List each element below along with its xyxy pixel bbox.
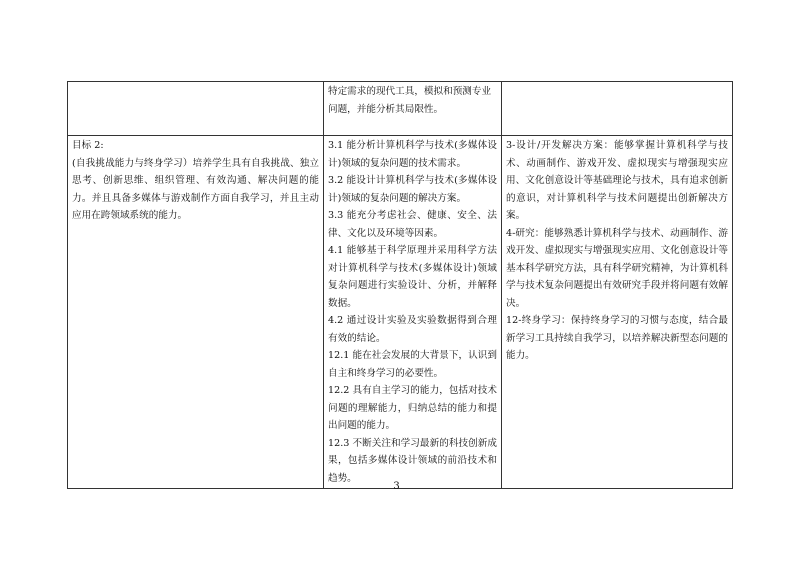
requirement-cell — [502, 136, 733, 489]
requirement-item: 12-终身学习：保持终身学习的习惯与态度，结合最新学习工具持续自我学习，以培养解决新型态问题的能力。 — [506, 315, 728, 361]
table-cell-empty — [68, 82, 324, 136]
indicator-cell — [324, 136, 502, 489]
requirement-item: 3-设计/开发解决方案：能够掌握计算机科学与技术、动画制作、游戏开发、虚拟现实与增强现实应用、文化创意设计等基础理论与技术，具有追求创新的意识，对计算机科学与技术问题提出创新解决方案。 — [506, 140, 728, 221]
objective-cell — [68, 136, 324, 489]
indicator-item: 3.2 能设计计算机科学与技术(多媒体设计)领域的复杂问题的解决方案。 — [328, 175, 497, 204]
indicator-item: 3.3 能充分考虑社会、健康、安全、法律、文化以及环境等因素。 — [328, 210, 497, 239]
indicator-item: 12.1 能在社会发展的大背景下，认识到自主和终身学习的必要性。 — [328, 350, 497, 379]
table-cell — [324, 82, 502, 136]
cell-line: 特定需求的现代工具，模拟和预测专业 — [328, 86, 492, 97]
indicator-item: 12.3 不断关注和学习最新的科技创新成果，包括多媒体设计领域的前沿技术和趋势。 — [328, 437, 497, 484]
cell-line: 问题，并能分析其局限性。 — [328, 103, 444, 115]
objective-text: (自我挑战能力与终身学习）培养学生具有自我挑战、独立思考、创新思维、组织管理、有效沟通、解决问题的能力。并且具备多媒体与游戏制作方面自我学习，并且主动应用在跨领域系统的能力。 — [72, 157, 319, 221]
indicator-item: 3.1 能分析计算机科学与技术(多媒体设计)领域的复杂问题的技术需求。 — [328, 140, 497, 169]
objectives-table — [67, 81, 733, 489]
table-cell-empty — [502, 82, 733, 136]
requirement-item: 4-研究：能够熟悉计算机科学与技术、动画制作、游戏开发、虚拟现实与增强现实应用、文化创意设计等基本科学研究方法，具有科学研究精神，为计算机科学与技术复杂问题提出有效研究手段并将问题有效解决。 — [506, 227, 728, 309]
indicator-item: 4.2 通过设计实验及实验数据得到合理有效的结论。 — [328, 315, 497, 344]
indicator-item: 4.1 能够基于科学原理并采用科学方法对计算机科学与技术(多媒体设计)领域复杂问题进行实验设计、分析，并解释数据。 — [328, 245, 497, 309]
table-row — [68, 136, 733, 489]
objective-title: 目标 2: — [72, 140, 104, 151]
table-row — [68, 82, 733, 136]
page-number: 3 — [393, 481, 400, 492]
indicator-item: 12.2 具有自主学习的能力，包括对技术问题的理解能力，归纳总结的能力和提出问题的能力。 — [328, 385, 497, 431]
